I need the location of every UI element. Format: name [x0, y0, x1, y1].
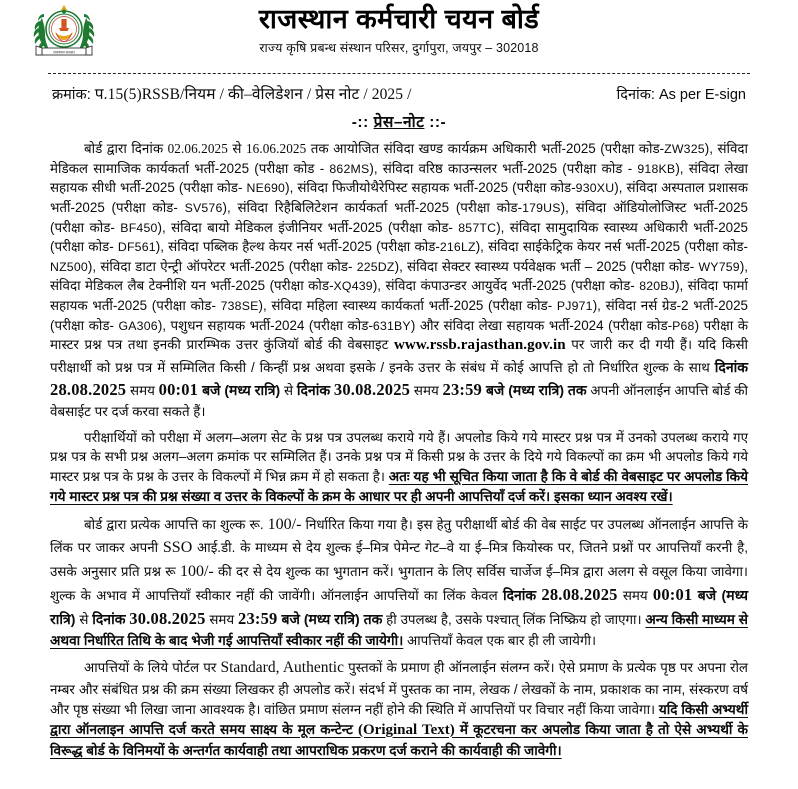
exam-code-15: XQ439 [333, 279, 373, 294]
p1-v: ), पशुधन सहायक भर्ती-2024 (परीक्षा कोड- [157, 317, 373, 333]
p3-samay-2: समय [205, 612, 238, 628]
standard-authentic-label: Standard, Authentic [220, 659, 344, 677]
p1-e: ), संविदा वरिष्ठ काउन्सलर भर्ती-2025 (परीक्षा कोड - [369, 160, 638, 176]
document-body [50, 139, 748, 761]
exam-code-2: 862MS [329, 161, 370, 176]
exam-code-14: WY759 [698, 259, 740, 274]
paragraph-fee [50, 513, 748, 652]
p1-r: ), संविदा कंपाउन्डर आयुर्वेद भर्ती-2025 (परीक्षा कोड- [372, 278, 640, 294]
p3-date-label-1: दिनांक [502, 587, 537, 604]
paragraph-question-sets [50, 428, 748, 507]
p1-a: बोर्ड द्वारा दिनांक [84, 141, 168, 156]
organisation-title: राजस्थान कर्मचारी चयन बोर्ड [258, 4, 540, 34]
exam-code-3: 918KB [637, 161, 676, 176]
p2-text: परीक्षार्थियों को परीक्षा में अलग–अलग सेट के प्रश्न पत्र उपलब्ध कराये गये हैं। अपलोड किये गये मास्टर प्रश्न पत्र में उनको उपलब्ध कराये गए प्रश्न पत्र के सभी प्रश्न अलग–अलग क्रमांक पर सम्मिलित हैं। उनके प्रश्न पत्र में किसी प्रश्न के उत्तर के दिये गये विकल्पों का क्रम भी अपलोड किये गये मास्टर प्रश्न पत्र के प्रश्न के उत्तर के विकल्पों में भिन्न क्रम में हो सकता है। [50, 429, 748, 484]
objection-end-time: 23:59 [442, 379, 482, 399]
sso-label: SSO [162, 539, 193, 557]
p1-n: ), संविदा साईकेट्रिक केयर नर्स भर्ती-2025 (परीक्षा कोड- [475, 239, 748, 255]
exam-code-17: 738SE [220, 299, 259, 313]
objection-end-date: 30.08.2025 [333, 379, 411, 399]
exam-start-date: 02.06.2025 [167, 141, 228, 156]
p3-samay-1: समय [617, 588, 653, 604]
p3-date-label-2: दिनांक [92, 611, 126, 628]
p1-samay-1: समय [126, 382, 159, 398]
p1-t: ), संविदा महिला स्वास्थ्य कार्यकर्ता भर्ती-2025 (परीक्षा कोड- [258, 298, 557, 313]
exam-end-date: 16.06.2025 [245, 141, 307, 156]
reference-date-label: दिनांक: [616, 87, 655, 103]
p1-q: ), संविदा मेडिकल लैब टेक्नीशि यन भर्ती-2025 (परीक्षा कोड- [50, 258, 748, 294]
paragraph-exam-list [50, 139, 748, 422]
exam-code-10: DF561 [117, 240, 156, 255]
p1-o: ), संविदा डाटा ऐन्ट्री ऑपरेटर भर्ती-2025 (परीक्षा कोड- [87, 258, 357, 274]
exam-code-7: 179US [522, 200, 561, 215]
exam-code-12: NZ500 [50, 259, 88, 274]
p3-baje-2: बजे (मध्य रात्रि) तक [277, 611, 383, 628]
objection-start-date: 28.08.2025 [50, 379, 127, 399]
p1-k: ), संविदा बायो मेडिकल इंजीनियर भर्ती-2025 (परीक्षा कोड- [157, 219, 459, 235]
p1-m: ), संविदा पब्लिक हैल्थ केयर नर्स भर्ती-2025 (परीक्षा कोड- [155, 239, 440, 255]
link-end-time: 23:59 [238, 609, 278, 629]
p1-samay-2: समय [410, 382, 443, 398]
paragraph-evidence [50, 657, 748, 761]
link-start-time: 00:01 [652, 585, 693, 605]
p1-x: ) परीक्षा के मास्टर प्रश्न पत्र तथा इनकी प्रारम्भिक उत्तर कुंजियॉ बोर्ड की वेबसाइट [50, 317, 748, 353]
p4-emphasis-a: यदि किसी अभ्यर्थी द्वारा ऑनलाइन आपत्ति दर्ज करते समय साक्ष्य के मूल कन्टेन्ट [50, 701, 748, 737]
p1-se: से [284, 382, 297, 398]
p1-z: अपनी ऑनलाईन आपत्ति बोर्ड की वेबसाईट पर दर्ज करवा सकते हैं। [50, 382, 748, 420]
p3-c: आई.डी. के माध्यम से देय शुल्क ई–मित्र पेमेन्ट गेट–वे या ई–मित्र कियोस्क पर, जितने प्रश्नों पर आपत्तियाँ करनी है, उसके अनुसार प्रति प्रश्न रू [50, 540, 748, 579]
exam-code-20: 631BY [372, 318, 411, 333]
p3-b: निर्धारित किया गया है। इस हेतु परीक्षार्थी बोर्ड की वेब साईट पर उपलब्ध ऑनलाईन आपत्ति के लिंक पर जाकर अपनी [50, 516, 749, 556]
objection-fee-2: 100/- [179, 562, 214, 580]
objection-fee-1: 100/- [267, 515, 302, 533]
press-note-title [0, 110, 798, 132]
p1-l: ), संविदा सामुदायिक स्वास्थ्य अधिकारी भर्ती-2025 (परीक्षा कोड- [50, 219, 748, 255]
objection-start-time: 00:01 [158, 379, 199, 399]
p1-h: ), संविदा अस्पताल प्रशासक भर्ती-2025 (परीक्षा कोड- [50, 180, 748, 215]
p3-f: आपत्तियाँ केवल एक बार ही ली जायेगी। [403, 633, 597, 649]
p3-baje-1: बजे (मध्य रात्रि) [50, 587, 748, 628]
p1-s: ), संविदा फार्मा सहायक भर्ती-2025 (परीक्षा कोड- [50, 278, 748, 313]
p1-baje-2: बजे (मध्य रात्रि) तक [482, 381, 587, 398]
p2-emphasis: अतः यह भी सूचित किया जाता है कि वे बोर्ड की वेबसाइट पर अपलोड किये गये मास्टर प्रश्न पत्र की प्रश्न संख्या व उत्तर के विकल्पों के क्रम के आधार पर ही अपनी आपत्तियाँ दर्ज करें। इसका ध्यान अवश्य रखें। [50, 468, 749, 504]
p3-d: की दर से देय शुल्क का भुगतान करें। भुगतान के लिए सर्विस चार्जेज ई–मित्र द्वारा अलग से वसूल किया जावेगा। शुल्क के अभाव में आपत्तियाँ स्वीकार नहीं की जावेंगी। ऑनलाईन आपत्तियों का लिंक केवल [50, 563, 748, 604]
p1-c: तक आयोजित संविदा खण्ड कार्यक्रम अधिकारी भर्ती-2025 (परीक्षा कोड- [306, 141, 665, 156]
exam-code-16: 820BJ [639, 279, 676, 294]
document-header [0, 0, 798, 64]
p1-y: पर जारी कर दी गयी हैं। यदि किसी परीक्षार्थी को प्रश्न पत्र में सम्मिलित किसी / किन्हीं प्रश्न अथवा इसके / इनके उत्तर के संबंध में कोई आपत्ति हो तो निर्धारित शुल्क के साथ [50, 337, 748, 376]
exam-code-9: 857TC [458, 220, 497, 235]
p1-u: ), संविदा नर्स ग्रेड-2 भर्ती-2025 (परीक्षा कोड- [50, 298, 748, 333]
p4-a: आपत्तियों के लिये पोर्टल पर [84, 660, 221, 676]
p1-baje-1: बजे (मध्य रात्रि) [198, 381, 285, 398]
exam-code-4: NE690 [246, 181, 286, 196]
press-note-right-mark: ::- [429, 114, 447, 131]
p1-f: ), संविदा लेखा सहायक सीधी भर्ती-2025 (परीक्षा कोड- [50, 160, 748, 196]
exam-code-13: 225DZ [356, 259, 395, 274]
reference-number-label: क्रमांक: [52, 87, 91, 103]
p4-b: पुस्तकों के प्रमाण ही ऑनलाईन संलग्न करें। ऐसे प्रमाण के प्रत्येक पृष्ठ पर अपना रोल नम्बर और संबंधित प्रश्न की क्रम संख्या लिखकर ही अपलोड करें। संदर्भ में पुस्तक का नाम, लेखक / लेखकों के नाम, प्रकाशक का नाम, संस्करण वर्ष और पृष्ठ संख्या भी लिखा जाना आवश्यक है। वांछित प्रमाण संलग्न नहीं होने की स्थिति में आपत्तियों पर विचार नहीं किया जावेगा। [50, 660, 748, 717]
board-website-link[interactable]: www.rssb.rajasthan.gov.in [393, 337, 566, 354]
exam-code-5: 930XU [575, 181, 615, 196]
p3-e: ही उपलब्ध है, उसके पश्चात् लिंक निष्क्रिय हो जाएगा। [382, 612, 646, 628]
link-end-date: 30.08.2025 [129, 609, 206, 629]
p1-date-label-2: दिनांक [296, 381, 331, 398]
reference-number [52, 82, 412, 104]
rajasthan-state-emblem-icon [28, 2, 100, 60]
p1-date-label-1: दिनांक [714, 359, 748, 376]
p4-emphasis-b: में कूटरचना कर अपलोड किया जाता है तो ऐसे अभ्यर्थी के विरूद्ध बोर्ड के विनिमयों के अन्तर्गत कार्यवाही तथा आपराधिक प्रकरण दर्ज कराने की कार्यवाही की जावेगी। [50, 721, 748, 759]
p1-d: ), संविदा मेडिकल सामाजिक कार्यकर्ता भर्ती-2025 (परीक्षा कोड - [50, 141, 748, 176]
organisation-address: राज्य कृषि प्रबन्ध संस्थान परिसर, दुर्गापुरा, जयपुर – 302018 [259, 40, 539, 55]
reference-date-value: As per E-sign [658, 87, 746, 103]
original-text-label: (Original Text) [358, 721, 455, 738]
p1-i: ), संविदा रिहैबिलिटेशन कार्यकर्ता भर्ती-2025 (परीक्षा कोड- [222, 199, 523, 215]
press-note-left-mark: -:: [351, 114, 369, 131]
p3-emphasis: अन्य किसी माध्यम से अथवा निर्धारित तिथि के बाद भेजी गई आपत्तियाँ स्वीकार नहीं की जायेगी। [50, 612, 748, 649]
exam-code-18: PJ971 [556, 299, 593, 313]
press-note-title-text: प्रेस–नोट [373, 114, 425, 131]
exam-code-19: GA306 [118, 318, 158, 333]
p1-p: ), संविदा सेक्टर स्वास्थ्य पर्यवेक्षक भर्ती – 2025 (परीक्षा कोड- [394, 258, 699, 274]
exam-code-1: ZW325 [664, 142, 705, 156]
exam-code-11: 216LZ [439, 240, 476, 255]
p1-g: ), संविदा फिजीयोथैरेपिस्ट सहायक भर्ती-2025 (परीक्षा कोड- [285, 180, 576, 196]
reference-date [616, 84, 746, 104]
p1-b: से [227, 141, 246, 156]
exam-code-6: SV576 [184, 200, 223, 215]
p1-w: ) और संविदा लेखा सहायक भर्ती-2024 (परीक्षा कोड- [410, 317, 673, 333]
exam-code-21: P68 [672, 318, 695, 333]
header-divider [48, 73, 750, 74]
reference-row [52, 82, 746, 104]
link-start-date: 28.08.2025 [541, 585, 618, 605]
exam-code-8: BF450 [120, 220, 158, 235]
reference-number-value: प.15(5)RSSB/नियम / की–वेलिडेशन / प्रेस नोट / 2025 / [94, 86, 412, 103]
p3-a: बोर्ड द्वारा प्रत्येक आपत्ति का शुल्क रू. [84, 516, 268, 532]
p3-se: से [79, 612, 93, 628]
p1-j: ), संविदा ऑडियोलोजिस्ट भर्ती-2025 (परीक्षा कोड- [50, 199, 748, 235]
svg-text:राजस्थान सरकार: राजस्थान सरकार [53, 50, 75, 55]
